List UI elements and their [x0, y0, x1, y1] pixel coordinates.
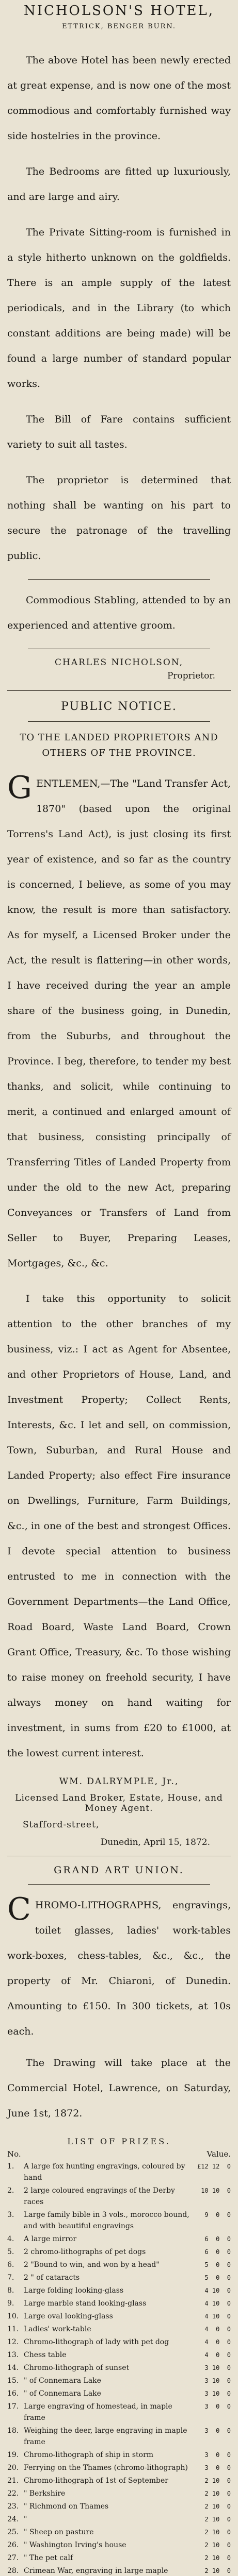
prize-description: " Berkshire — [24, 2489, 66, 2498]
prize-value: 2 10 0 — [204, 2554, 231, 2562]
prize-description: " Washington Irving's house — [24, 2541, 126, 2549]
notice-addressee: TO THE LANDED PROPRIETORS AND OTHERS OF THE PROVINCE. — [20, 732, 218, 758]
prize-description: " — [24, 2515, 27, 2523]
art-union-advertisement — [7, 1865, 231, 2576]
prize-description: Large folding looking-glass — [24, 2286, 124, 2295]
prize-value: 3 10 0 — [204, 2390, 231, 2397]
prize-list — [7, 2161, 231, 2576]
prize-description: " Sheep on pasture — [24, 2528, 94, 2536]
prize-description: Ladies' work-table — [24, 2325, 91, 2333]
prize-row — [7, 2425, 231, 2448]
drop-cap: C — [7, 1891, 31, 1927]
prize-row — [7, 2349, 231, 2361]
prize-number: 25. — [7, 2528, 19, 2536]
prize-number: 10. — [7, 2312, 19, 2320]
hotel-paragraph: The Private Sitting-room is furnished in a style hitherto unknown on the goldfields. There is an ample supply of the latest periodicals, and in the Library (to which constant additions are being made) will be found a large number of standard popular works. — [7, 227, 231, 389]
prize-description: Chromo-lithograph of ship in storm — [24, 2451, 154, 2459]
prize-row — [7, 2362, 231, 2374]
prize-row — [7, 2388, 231, 2399]
prize-value: 3 0 0 — [204, 2427, 231, 2434]
prize-description: Large engraving of homestead, in maple frame — [24, 2402, 172, 2422]
prize-description: Chromo-lithograph of lady with pet dog — [24, 2338, 169, 2346]
prize-value: 4 0 0 — [204, 2338, 231, 2346]
hotel-location: ETTRICK, BENGER BURN. — [61, 23, 177, 30]
prize-list-header — [7, 2149, 231, 2159]
prize-number: 8. — [7, 2286, 14, 2295]
prize-row — [7, 2336, 231, 2348]
divider — [28, 1884, 210, 1885]
prize-row — [7, 2375, 231, 2386]
prize-value: 3 10 0 — [204, 2364, 231, 2371]
prize-row — [7, 2552, 231, 2564]
prize-row — [7, 2272, 231, 2283]
prize-description: Large family bible in 3 vols., morocco bound, and with beautiful engravings — [24, 2211, 189, 2230]
prize-value: 2 10 0 — [204, 2516, 231, 2523]
prize-number: 9. — [7, 2299, 14, 2308]
prize-number: 7. — [7, 2274, 14, 2282]
prize-value: 2 10 0 — [204, 2503, 231, 2510]
prize-number: 3. — [7, 2211, 14, 2219]
prize-row — [7, 2246, 231, 2258]
prize-row — [7, 2285, 231, 2296]
prize-value: 3 10 0 — [204, 2377, 231, 2384]
hotel-paragraph: The Bill of Fare contains sufficient variety to suit all tastes. — [7, 414, 231, 450]
prize-value: 6 0 0 — [204, 2235, 231, 2243]
hotel-signature: CHARLES NICHOLSON, — [54, 657, 184, 668]
prize-description: Chromo-lithograph of 1st of September — [24, 2477, 168, 2485]
prize-number: 13. — [7, 2351, 19, 2359]
prize-number: 23. — [7, 2502, 19, 2511]
prize-value: 2 10 0 — [204, 2477, 231, 2484]
prize-description: Chromo-lithograph of sunset — [24, 2364, 130, 2372]
prize-number: 26. — [7, 2541, 19, 2549]
prize-number: 5. — [7, 2248, 14, 2256]
prize-number: 20. — [7, 2464, 19, 2472]
prize-number: 21. — [7, 2477, 19, 2485]
prize-row — [7, 2501, 231, 2512]
divider — [28, 579, 210, 580]
prize-row — [7, 2401, 231, 2424]
hotel-advertisement — [7, 0, 231, 681]
prize-row — [7, 2161, 231, 2183]
hotel-paragraph: The above Hotel has been newly erected at great expense, and is now one of the most commodious and comfortably furnished way side hostelries in the province. — [7, 55, 231, 142]
divider — [28, 721, 210, 722]
prize-row — [7, 2488, 231, 2499]
prize-row — [7, 2449, 231, 2461]
prize-row — [7, 2259, 231, 2270]
stabling-note: Commodious Stabling, attended to by an experienced and attentive groom. — [7, 595, 231, 631]
prize-number: 1. — [7, 2162, 14, 2171]
prize-row — [7, 2311, 231, 2322]
column-number: No. — [7, 2149, 21, 2159]
prize-description: Crimean War, engraving in large maple — [24, 2567, 168, 2575]
divider — [7, 690, 231, 691]
prize-value: 4 0 0 — [204, 2326, 231, 2333]
prize-row — [7, 2475, 231, 2486]
prize-row — [7, 2185, 231, 2208]
prize-value: 9 0 0 — [204, 2211, 231, 2218]
prize-number: 14. — [7, 2364, 19, 2372]
prize-description: " of Connemara Lake — [24, 2377, 101, 2385]
prize-description: 2 " of cataracts — [24, 2274, 80, 2282]
prize-value: £12 12 0 — [197, 2163, 231, 2170]
notice-title: PUBLIC NOTICE. — [61, 700, 177, 713]
prize-number: 28. — [7, 2567, 19, 2575]
prize-description: " Richmond on Thames — [24, 2502, 109, 2511]
prize-description: A large fox hunting engravings, coloured by hand — [24, 2162, 185, 2182]
prize-description: " of Connemara Lake — [24, 2389, 101, 2398]
prize-value: 2 10 0 — [204, 2490, 231, 2497]
prize-value: 3 0 0 — [204, 2403, 231, 2410]
prize-value: 4 10 0 — [204, 2287, 231, 2294]
prize-number: 4. — [7, 2235, 14, 2243]
prize-number: 27. — [7, 2554, 19, 2562]
prize-row — [7, 2298, 231, 2309]
prize-row — [7, 2539, 231, 2551]
prize-description: 2 chromo-lithographs of pet dogs — [24, 2248, 146, 2256]
notice-body — [7, 771, 231, 1276]
prize-row — [7, 2462, 231, 2473]
prize-number: 2. — [7, 2187, 14, 2195]
notice-address: Stafford-street, — [23, 1820, 100, 1830]
prize-description: A large mirror — [24, 2235, 77, 2243]
prize-description: Weighing the deer, large engraving in maple frame — [24, 2427, 187, 2446]
notice-body-second: I take this opportunity to solicit attention to the other branches of my business, viz.: I act as Agent for Absentee, and other Proprietors of House, Land, and Investment Property; Collect Rents, Interests, &c. I let and sell, on commission, Town, Suburban, and Rural House and Landed Property; also effect Fire insurance on Dwellings, Furniture, Farm Buildings, &c., in one of the best and strongest Offices. I devote special attention to business entrusted to me in connection with the Government Departments—the Land Office, Road Board, Waste Land Board, Crown Grant Office, Treasury, &c. To those wishing to raise money on freehold security, I have always money on hand waiting for investment, in sums from £20 to £1000, at the lowest current interest. — [7, 1293, 231, 1759]
prize-description: 2 "Bound to win, and won by a head" — [24, 2261, 160, 2269]
prize-row — [7, 2514, 231, 2525]
prize-value: 4 10 0 — [204, 2300, 231, 2307]
art-union-title: GRAND ART UNION. — [54, 1865, 184, 1876]
hotel-title: NICHOLSON'S HOTEL, — [23, 3, 215, 19]
prize-row — [7, 2209, 231, 2232]
prize-number: 18. — [7, 2427, 19, 2435]
art-union-body-text: HROMO-LITHOGRAPHS, engravings, toilet glasses, ladies' work-tables work-boxes, chess-tables, &c., &c., the property of Mr. Chiaroni, of Dunedin. Amounting to £150. In 300 tickets, at 10s each. — [7, 1900, 231, 2037]
prize-number: 15. — [7, 2377, 19, 2385]
prize-number: 12. — [7, 2338, 19, 2346]
prize-value: 3 0 0 — [204, 2451, 231, 2459]
prize-value: 2 10 0 — [204, 2529, 231, 2536]
public-notice — [7, 700, 231, 1848]
prize-number: 17. — [7, 2402, 19, 2411]
hotel-paragraph: The Bedrooms are fitted up luxuriously, and are large and airy. — [7, 166, 231, 202]
prize-description: Large oval looking-glass — [24, 2312, 113, 2320]
prize-value: 6 0 0 — [204, 2248, 231, 2256]
prize-number: 16. — [7, 2389, 19, 2398]
prize-value: 3 0 0 — [204, 2464, 231, 2471]
prize-row — [7, 2324, 231, 2335]
prizes-title: LIST OF PRIZES. — [67, 2137, 171, 2146]
prize-row — [7, 2233, 231, 2245]
notice-body-text: ENTLEMEN,—The "Land Transfer Act, 1870" (based upon the original Torrens's Land Act), is just closing its first year of existence, and so far as the country is concerned, I believe, as some of you may know, the result is more than satisfactory. As for myself, a Licensed Broker under the Act, the result is flattering—in other words, I have received during the year an ample share of the business going, in Dunedin, from the Suburbs, and throughout the Province. I beg, therefore, to tender my best thanks, and solicit, while continuing to merit, a continued and enlarged amount of that business, consisting principally of Transferring Titles of Landed Property from under the old to the new Act, preparing Conveyances or Transfers of Land from Seller to Buyer, Preparing Leases, Mortgages, &c., &c. — [7, 778, 231, 1269]
prize-description: 2 large coloured engravings of the Derby races — [24, 2187, 175, 2206]
prize-description: " The pet calf — [24, 2554, 73, 2562]
art-union-body — [7, 1893, 231, 2044]
prize-value: 4 0 0 — [204, 2351, 231, 2359]
column-value: Value. — [207, 2149, 231, 2159]
notice-date: Dunedin, April 15, 1872. — [100, 1837, 210, 1848]
prize-description: Ferrying on the Thames (chromo-lithograph) — [24, 2464, 188, 2472]
prize-number: 6. — [7, 2261, 14, 2269]
prize-value: 5 0 0 — [204, 2261, 231, 2268]
hotel-signature-title: Proprietor. — [167, 671, 215, 681]
prize-value: 5 0 0 — [204, 2274, 231, 2281]
prize-value: 4 10 0 — [204, 2313, 231, 2320]
notice-signer: WM. DALRYMPLE, Jr., — [59, 1776, 179, 1787]
prize-number: 11. — [7, 2325, 19, 2333]
notice-signer-role: Licensed Land Broker, Estate, House, and Money Agent. — [15, 1793, 223, 1814]
prize-number: 19. — [7, 2451, 19, 2459]
prize-row — [7, 2527, 231, 2538]
prize-value: 10 10 0 — [201, 2187, 231, 2194]
hotel-paragraph: The proprietor is determined that nothing shall be wanting on his part to secure the patronage of the travelling public. — [7, 474, 231, 562]
drop-cap: G — [7, 770, 32, 806]
prize-value: 2 10 0 — [204, 2541, 231, 2549]
prize-description: Chess table — [24, 2351, 67, 2359]
prize-value: 2 10 0 — [204, 2567, 231, 2574]
prize-number: 24. — [7, 2515, 19, 2523]
prize-row — [7, 2565, 231, 2576]
prize-description: Large marble stand looking-glass — [24, 2299, 147, 2308]
prize-number: 22. — [7, 2489, 19, 2498]
art-union-drawing: The Drawing will take place at the Commercial Hotel, Lawrence, on Saturday, June 1st, 1872. — [7, 2057, 231, 2119]
